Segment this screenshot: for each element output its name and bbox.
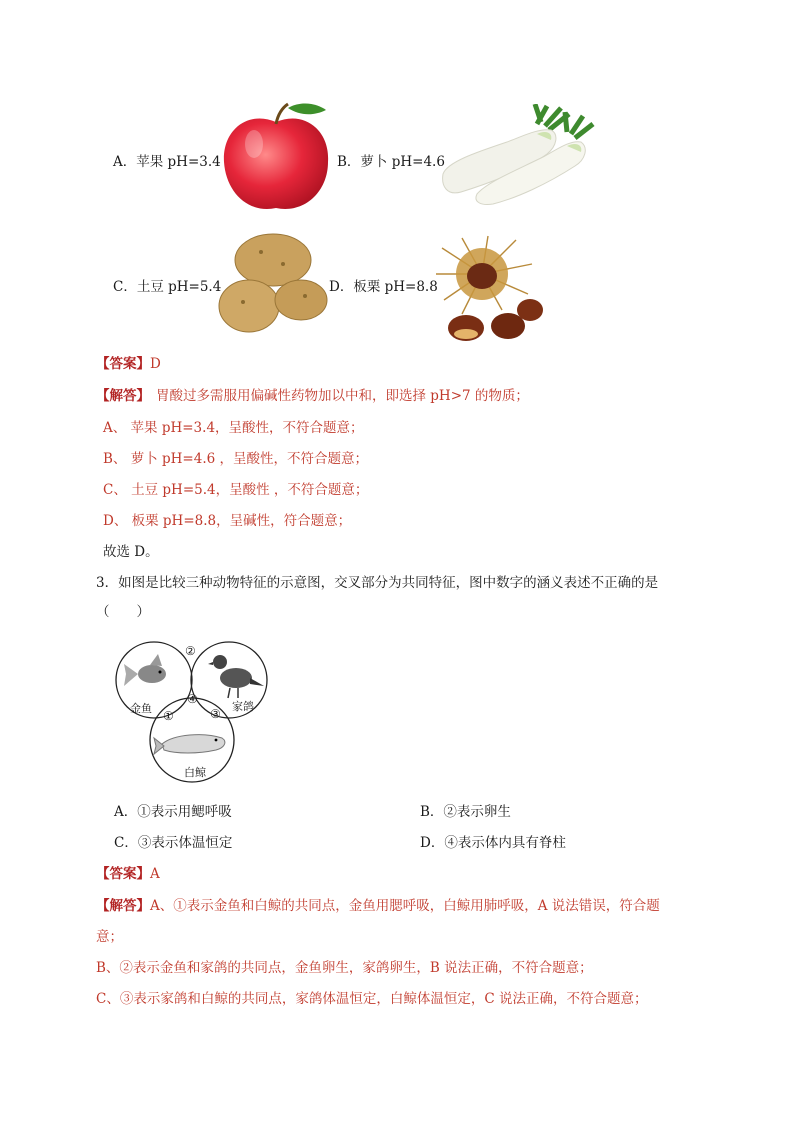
explain-intro-text: 胃酸过多需服用偏碱性药物加以中和，即选择 pH>7 的物质；: [156, 388, 529, 404]
potato-icon: [217, 232, 329, 336]
q3-explain-line-a-cont: 意；: [96, 929, 123, 945]
q3-explain-line-a: [96, 894, 660, 914]
answer-tag: 【答案】: [96, 866, 150, 882]
number-3: ③: [210, 707, 221, 721]
explain-line-a-text: A、①表示金鱼和白鲸的共同点，金鱼用腮呼吸，白鲸用肺呼吸，A 说法错误，符合题: [150, 898, 660, 914]
beluga-label: 白鲸: [184, 766, 206, 779]
number-1: ①: [163, 709, 174, 723]
q3-explain-line-b: B、②表示金鱼和家鸽的共同点，金鱼卵生，家鸽卵生，B 说法正确，不符合题意；: [96, 960, 593, 976]
q3-stem-line-2: （ ）: [96, 604, 150, 620]
option-c-label: C．土豆 pH=5.4: [113, 279, 222, 295]
goldfish-label: 金鱼: [130, 702, 152, 715]
pigeon-icon: [208, 655, 264, 698]
q2-explain-line-a: A、 苹果 pH=3.4，呈酸性，不符合题意；: [103, 420, 364, 436]
q2-explain-line-b: B、 萝卜 pH=4.6 ，呈酸性，不符合题意；: [103, 451, 368, 467]
goldfish-icon: [124, 654, 166, 686]
number-4: ④: [187, 692, 198, 706]
q3-option-c[interactable]: C．③表示体温恒定: [114, 835, 233, 851]
q3-option-d[interactable]: D．④表示体内具有脊柱: [420, 835, 566, 851]
beluga-icon: [154, 735, 225, 754]
number-2: ②: [185, 644, 196, 658]
pigeon-label: 家鸽: [232, 700, 254, 713]
answer-value: D: [150, 356, 161, 372]
answer-value: A: [150, 866, 160, 882]
option-d-label: D．板栗 pH=8.8: [329, 279, 438, 295]
chestnut-icon: [432, 234, 544, 342]
q2-explain-line-c: C、 土豆 pH=5.4，呈酸性 ，不符合题意；: [103, 482, 369, 498]
q3-option-b[interactable]: B．②表示卵生: [420, 804, 511, 820]
answer-tag: 【答案】: [96, 356, 150, 372]
radish-icon: [437, 104, 597, 206]
option-a-label: A．苹果 pH=3.4: [113, 154, 221, 170]
q3-answer: [96, 862, 160, 882]
q3-stem-line-1: 3．如图是比较三种动物特征的示意图，交叉部分为共同特征，图中数字的涵义表述不正确的是: [96, 575, 659, 591]
q2-explain-line-d: D、 板栗 pH=8.8，呈碱性，符合题意；: [103, 513, 352, 529]
q3-explain-line-c: C、③表示家鸽和白鲸的共同点，家鸽体温恒定，白鲸体温恒定，C 说法正确，不符合题意；: [96, 991, 648, 1007]
q2-explanation-intro: [96, 384, 529, 404]
q2-conclusion: 故选 D。: [103, 544, 159, 560]
option-b-label: B．萝卜 pH=4.6: [337, 154, 445, 170]
explain-tag: 【解答】: [96, 898, 150, 914]
explain-tag: 【解答】: [96, 388, 150, 404]
venn-diagram: [112, 634, 274, 786]
q3-option-a[interactable]: A．①表示用鳃呼吸: [114, 804, 232, 820]
apple-icon: [218, 100, 334, 216]
q2-answer: [96, 352, 161, 372]
